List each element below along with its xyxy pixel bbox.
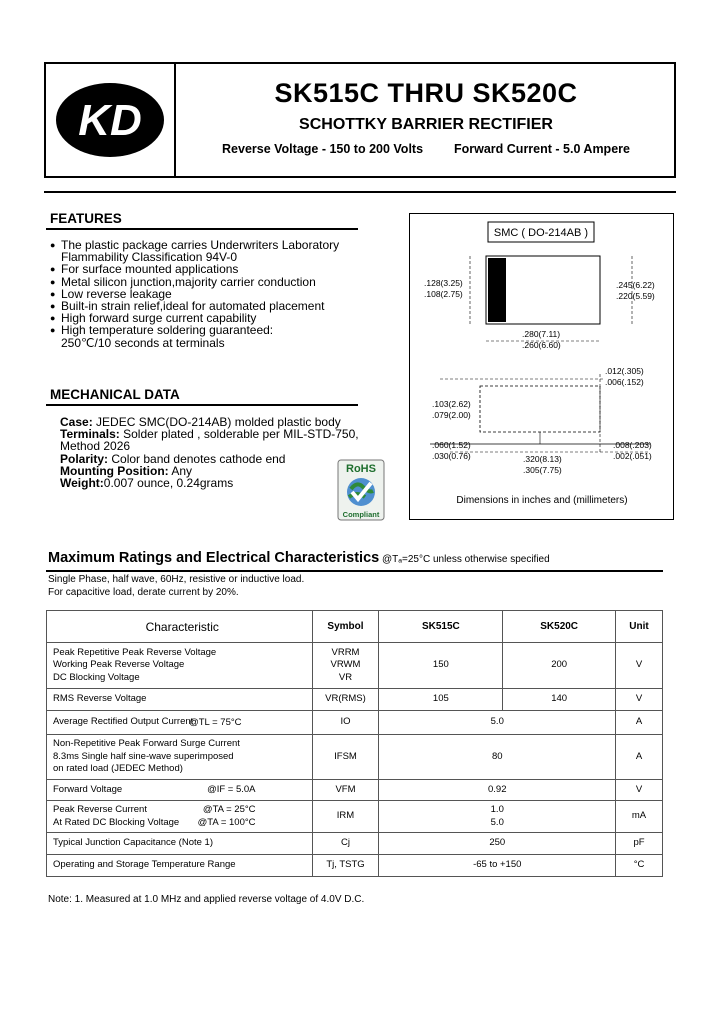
rohs-icon <box>337 459 385 521</box>
dim-079: .079(2.00) <box>432 410 471 420</box>
package-name: SMC ( DO-214AB ) <box>493 227 589 239</box>
derate-note: For capacitive load, derate current by 20%. <box>48 587 239 598</box>
ratings-heading: Maximum Ratings and Electrical Characteristics @Tₐ=25°C unless otherwise specified <box>46 548 663 572</box>
feature-item: ● High temperature soldering guaranteed: 250℃/10 seconds at terminals <box>50 323 274 350</box>
rohs-badge <box>337 459 385 521</box>
bullet-icon: ● <box>50 288 56 299</box>
dim-002: .002(.051) <box>613 451 652 461</box>
dimensions-caption: Dimensions in inches and (millimeters) <box>456 495 628 506</box>
rohs-title: RoHS <box>346 463 376 475</box>
forward-current-summary: Forward Current - 5.0 Ampere <box>454 142 630 156</box>
kd-logo <box>46 64 176 176</box>
dim-320: .320(8.13) <box>523 454 562 464</box>
col-sk515c: SK515C <box>379 611 503 643</box>
feature-item: ● High forward surge current capability <box>50 311 257 326</box>
dim-012: .012(.305) <box>605 366 644 376</box>
rating-summary <box>178 142 674 156</box>
bullet-icon: ● <box>50 301 56 312</box>
dim-108: .108(2.75) <box>424 289 463 299</box>
load-note: Single Phase, half wave, 60Hz, resistive or inductive load. <box>48 574 305 585</box>
feature-item: ● Low reverse leakage <box>50 286 172 301</box>
mechanical-list <box>60 416 380 489</box>
mechanical-heading: MECHANICAL DATA <box>46 386 358 406</box>
header-rule <box>44 191 676 193</box>
mech-polarity: Polarity: Color band denotes cathode end <box>60 451 286 466</box>
mech-case: Case: JEDEC SMC(DO-214AB) molded plastic body <box>60 415 341 429</box>
table-row: RMS Reverse Voltage VR(RMS) 105 140 V <box>47 689 663 711</box>
logo-cell <box>46 64 176 176</box>
reverse-voltage-summary: Reverse Voltage - 150 to 200 Volts <box>222 142 424 156</box>
mech-terminals-cont: Method 2026 <box>60 439 131 454</box>
col-sk520c: SK520C <box>503 611 616 643</box>
dim-280: .280(7.11) <box>522 329 561 339</box>
bullet-icon: ● <box>50 264 56 275</box>
mech-mounting: Mounting Position: Any <box>60 463 192 478</box>
table-row: Typical Junction Capacitance (Note 1) Cj 250 pF <box>47 833 663 855</box>
col-symbol: Symbol <box>312 611 379 643</box>
footnote: Note: 1. Measured at 1.0 MHz and applied reverse voltage of 4.0V D.C. <box>48 894 365 905</box>
mech-terminals: Terminals: Solder plated , solderable per MIL-STD-750, <box>60 427 359 442</box>
rohs-subtitle: Compliant <box>342 510 380 519</box>
dim-006: .006(.152) <box>605 377 644 387</box>
title-cell <box>178 64 674 176</box>
device-type: SCHOTTKY BARRIER RECTIFIER <box>299 116 553 133</box>
table-row: Non-Repetitive Peak Forward Surge Current 8.3ms Single half sine-wave superimposed on rated load (JEDEC Method) IFSM 80 A <box>47 735 663 780</box>
dim-305: .305(7.75) <box>523 465 562 475</box>
table-row: Average Rectified Output Current @TL = 75°C IO 5.0 A <box>47 711 663 735</box>
dim-030: .030(0.76) <box>432 451 471 461</box>
dim-245: .245(6.22) <box>616 280 655 290</box>
bullet-icon: ● <box>50 325 56 336</box>
feature-item: ● Built-in strain relief,ideal for automated placement <box>50 299 325 314</box>
table-row: Operating and Storage Temperature Range Tj, TSTG -65 to +150 °C <box>47 855 663 877</box>
table-row: Forward Voltage @IF = 5.0A VFM 0.92 V <box>47 780 663 801</box>
dim-103: .103(2.62) <box>432 399 471 409</box>
mech-weight: Weight:0.007 ounce, 0.24grams <box>60 476 234 491</box>
col-unit: Unit <box>616 611 663 643</box>
part-title: SK515C THRU SK520C <box>274 78 578 108</box>
table-header-row <box>47 611 663 643</box>
dim-060: .060(1.52) <box>432 440 471 450</box>
feature-item: ● Metal silicon junction,majority carrier conduction <box>50 274 316 289</box>
feature-item: ● The plastic package carries Underwriters Laboratory Flammability Classification 94V-0 <box>50 238 340 265</box>
table-row: Peak Reverse Current @TA = 25°C At Rated DC Blocking Voltage @TA = 100°C IRM 1.0 5.0 mA <box>47 801 663 833</box>
bullet-icon: ● <box>50 240 56 250</box>
table-row: Peak Repetitive Peak Reverse Voltage Working Peak Reverse Voltage DC Blocking Voltage VRRM VRWM VR 150 200 V <box>47 643 663 689</box>
feature-item: ● For surface mounted applications <box>50 262 239 277</box>
bullet-icon: ● <box>50 313 56 324</box>
features-heading: FEATURES <box>46 210 358 230</box>
header-box <box>44 62 676 178</box>
dim-128: .128(3.25) <box>424 278 463 288</box>
logo-text: KD <box>78 96 142 145</box>
package-outline-drawing <box>410 214 675 521</box>
ratings-condition: @Tₐ=25°C unless otherwise specified <box>379 554 550 565</box>
dim-008: .008(.203) <box>613 440 652 450</box>
dim-260: .260(6.60) <box>522 340 561 350</box>
ratings-table <box>46 610 663 877</box>
package-drawing <box>409 213 674 520</box>
dim-220: .220(5.59) <box>616 291 655 301</box>
col-characteristic: Characteristic <box>47 611 313 643</box>
features-list <box>50 239 370 349</box>
bullet-icon: ● <box>50 276 56 287</box>
